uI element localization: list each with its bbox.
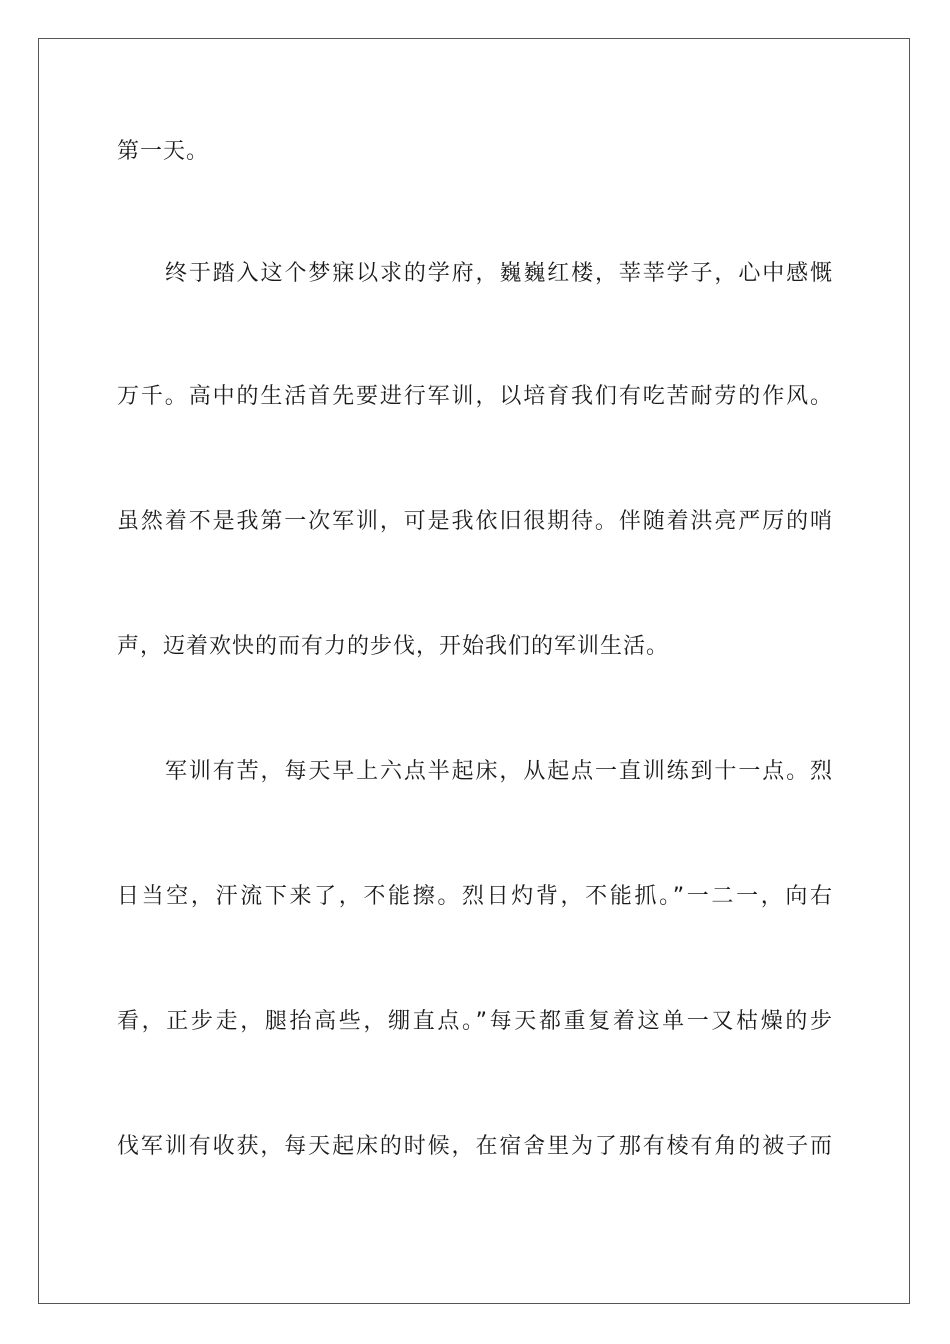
page-border — [38, 38, 910, 1304]
text-line-9: 伐军训有收获，每天起床的时候，在宿舍里为了那有棱有角的被子而 — [117, 1134, 833, 1159]
text-line-1: 第一天。 — [117, 139, 210, 164]
text-line-7: 日当空，汗流下来了，不能擦。烈日灼背，不能抓。”一二一，向右 — [117, 884, 833, 909]
text-line-3: 万千。高中的生活首先要进行军训，以培育我们有吃苦耐劳的作风。 — [117, 384, 833, 409]
text-line-6: 军训有苦，每天早上六点半起床，从起点一直训练到十一点。烈 — [165, 759, 833, 784]
text-line-2: 终于踏入这个梦寐以求的学府，巍巍红楼，莘莘学子，心中感慨 — [165, 261, 833, 286]
text-line-8: 看，正步走，腿抬高些，绷直点。”每天都重复着这单一又枯燥的步 — [117, 1009, 833, 1034]
text-line-4: 虽然着不是我第一次军训，可是我依旧很期待。伴随着洪亮严厉的哨 — [117, 509, 833, 534]
text-line-5: 声，迈着欢快的而有力的步伐，开始我们的军训生活。 — [117, 634, 670, 659]
